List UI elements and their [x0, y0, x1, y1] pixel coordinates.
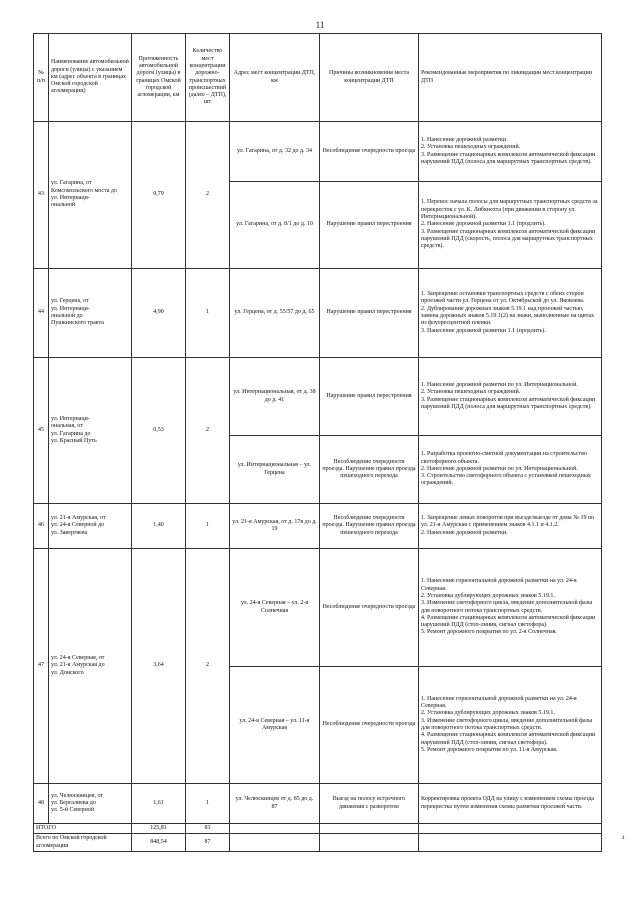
spot-measures: 1. Запрещение левых поворотов при въезде/выезде от дома № 19 по ул. 21-я Амурская с применением знаков 4.1.1 и 4.1.2. 2. Нанесение дорожной разметки.	[419, 504, 602, 549]
empty-cell	[230, 834, 320, 852]
itogo-count: 83	[186, 824, 230, 834]
row-num: 44	[34, 269, 49, 358]
itogo-row	[34, 824, 602, 834]
header-num: № п/п	[34, 34, 49, 122]
header-length: Протяженность автомобильной дороги (улицы) в границах Омской городской агломерации, км	[132, 34, 186, 122]
spot-address: ул. 21-я Амурская, от д. 17в до д. 19	[230, 504, 320, 549]
empty-cell	[320, 834, 419, 852]
road-name: ул. Герцена, от ул. Интернаци- ональной до Пушкинского тракта	[49, 269, 132, 358]
spot-measures: 1. Разработка проектно-сметной документации на строительство светофорного объекта. 2. Нанесение дорожной разметки по ул. Интернациональной. 3. Строительство светофорного объекта с установкой пешеходных ограждений.	[419, 436, 602, 504]
spot-address: ул. Гагарина, от д. 32 до д. 34	[230, 122, 320, 182]
spot-address: ул. 24-я Северная – ул. 11-я Амурская	[230, 667, 320, 784]
spot-cause: Нарушение правил перестроения	[320, 358, 419, 436]
table-row	[34, 122, 602, 182]
table-row	[34, 784, 602, 824]
itogo-label: ИТОГО	[34, 824, 132, 834]
header-count: Количество мест концентрации дорожно-транспортных происшествий (далее – ДТП), шт	[186, 34, 230, 122]
table-row	[34, 269, 602, 358]
spot-count: 1	[186, 504, 230, 549]
spot-cause: Несоблюдение очередности проезда. Нарушение правил проезда пешеходного перехода	[320, 436, 419, 504]
spot-address: ул. 24-я Северная – ул. 2-я Солнечная	[230, 549, 320, 667]
road-name: ул. Интернаци- ональная, от ул. Гагарина до ул. Красный Путь	[49, 358, 132, 504]
spot-address: ул. Гагарина, от д. 8/1 до д. 10	[230, 182, 320, 269]
road-name: ул. Челюскинцев, от ул. Бергалиева до ул. 5-й Северной	[49, 784, 132, 824]
spot-address: ул. Интернациональная – ул. Герцена	[230, 436, 320, 504]
spot-cause: Несоблюдение очередности проезда	[320, 549, 419, 667]
header-road-name: Наименование автомобильной дороги (улицы) с указанием км (адрес объекта в границах Омской городской агломерации)	[49, 34, 132, 122]
spot-measures: 1. Запрещение остановки транспортных средств с обеих сторон проезжей части ул. Герцена от ул. Октябрьской до ул. Яковлева. 2. Дублирование дорожных знаков 5.19.1 над проезжей частью, замена дорожных знаков 5.19.1(2) на знаки, выполненные на щитах из флуоресцентной пленки. 3. Нанесение дорожной разметки 1.1 (продлить).	[419, 269, 602, 358]
spot-count: 2	[186, 358, 230, 504]
grand-total-label: Всего по Омской городской агломерации	[34, 834, 132, 852]
empty-cell	[419, 824, 602, 834]
spot-cause: Нарушение правил перестроения	[320, 269, 419, 358]
road-name: ул. 24-я Северная, от ул. 21-я Амурская до ул. Донского	[49, 549, 132, 784]
table-row	[34, 504, 602, 549]
spot-cause: Нарушение правил перестроения	[320, 182, 419, 269]
itogo-length: 125,81	[132, 824, 186, 834]
row-num: 46	[34, 504, 49, 549]
spot-measures: 1. Нанесение дорожной разметки по ул. Интернациональной. 2. Установка пешеходных ограждений. 3. Размещение стационарных комплексов автоматической фиксации нарушений ПДД (полоса для маршрутных транспортных средств).	[419, 358, 602, 436]
grand-total-length: 848,54	[132, 834, 186, 852]
spot-cause: Несоблюдение очередности проезда	[320, 667, 419, 784]
road-length: 4,90	[132, 269, 186, 358]
spot-count: 2	[186, 122, 230, 269]
empty-cell	[320, 824, 419, 834]
header-measures: Рекомендованные мероприятия по ликвидации мест концентрации ДТП	[419, 34, 602, 122]
page-number: 11	[315, 20, 325, 30]
spot-measures: 1. Перенос начала полосы для маршрутных транспортных средств за перекресток с ул. К. Либкнехта (при движении в сторону ул. Интернациональной). 2. Нанесение дорожной разметки 1.1 (продлить). 3. Размещение стационарных комплексов автоматической фиксации нарушений ПДД (скорость, полоса для маршрутных транспортных средств).	[419, 182, 602, 269]
road-length: 1,40	[132, 504, 186, 549]
spot-measures: 1. Нанесение горизонтальной дорожной разметки на ул. 24-я Северная. 2. Установка дублирующих дорожных знаков 5.19.1. 3. Изменение светофорного цикла, введение дополнительной фазы для поворотного потока транспортных средств. 4. Размещение стационарных комплексов автоматической фиксации нарушений ПДД (стоп-линия, сигнал светофора). 5. Ремонт дорожного покрытия по ул. 2-я Солнечная.	[419, 549, 602, 667]
road-length: 0,53	[132, 358, 186, 504]
spot-cause: Несоблюдение очередности проезда. Нарушение правил проезда пешеходного перехода	[320, 504, 419, 549]
row-num: 43	[34, 122, 49, 269]
spot-address: ул. Интернациональная, от д. 38 до д. 41	[230, 358, 320, 436]
spot-count: 2	[186, 549, 230, 784]
header-address: Адрес мест концентрации ДТП, км	[230, 34, 320, 122]
row-num: 47	[34, 549, 49, 784]
spot-measures: 1. Нанесение горизонтальной дорожной разметки на ул. 24-я Северная. 2. Установка дублирующих дорожных знаков 5.19.1. 3. Изменение светофорного цикла, введение дополнительной фазы для поворотного потока транспортных средств. 4. Размещение стационарных комплексов автоматической фиксации нарушений ПДД (стоп-линия, сигнал светофора). 5. Ремонт дорожного покрытия по ул. 11-я Амурская.	[419, 667, 602, 784]
road-name: ул. 21-я Амурская, от ул. 24-я Северной до ул. Завертяева	[49, 504, 132, 549]
spot-cause: Несоблюдение очередности проезда	[320, 122, 419, 182]
spot-measures: 1. Нанесение дорожной разметки. 2. Установка пешеходных ограждений. 3. Размещение стационарных комплексов автоматической фиксации нарушений ПДД (полоса для маршрутных транспортных средств).	[419, 122, 602, 182]
grand-total-row	[34, 834, 602, 852]
table-row	[34, 549, 602, 667]
spot-count: 1	[186, 269, 230, 358]
spot-count: 1	[186, 784, 230, 824]
road-length: 1,61	[132, 784, 186, 824]
spot-address: ул. Челюскинцев от д. 85 до д. 87	[230, 784, 320, 824]
road-length: 0,79	[132, 122, 186, 269]
row-num: 45	[34, 358, 49, 504]
dtp-concentration-table	[33, 33, 602, 852]
spot-address: ул. Герцена, от д. 55/57 до д. 65	[230, 269, 320, 358]
empty-cell	[419, 834, 602, 852]
empty-cell	[230, 824, 320, 834]
grand-total-count: 87	[186, 834, 230, 852]
edge-mark: 4	[622, 836, 625, 841]
spot-cause: Выезд на полосу встречного движения с разворотом	[320, 784, 419, 824]
table-row	[34, 358, 602, 436]
road-name: ул. Гагарина, от Комсомольского моста до ул. Интернаци- ональной	[49, 122, 132, 269]
row-num: 48	[34, 784, 49, 824]
road-length: 3,64	[132, 549, 186, 784]
spot-measures: Корректировка проекта ОДД на улицу с изменением схемы проезда перекрестка путем изменения схемы разметки проезжей части.	[419, 784, 602, 824]
header-cause: Причины возникновения места концентрации ДТП	[320, 34, 419, 122]
